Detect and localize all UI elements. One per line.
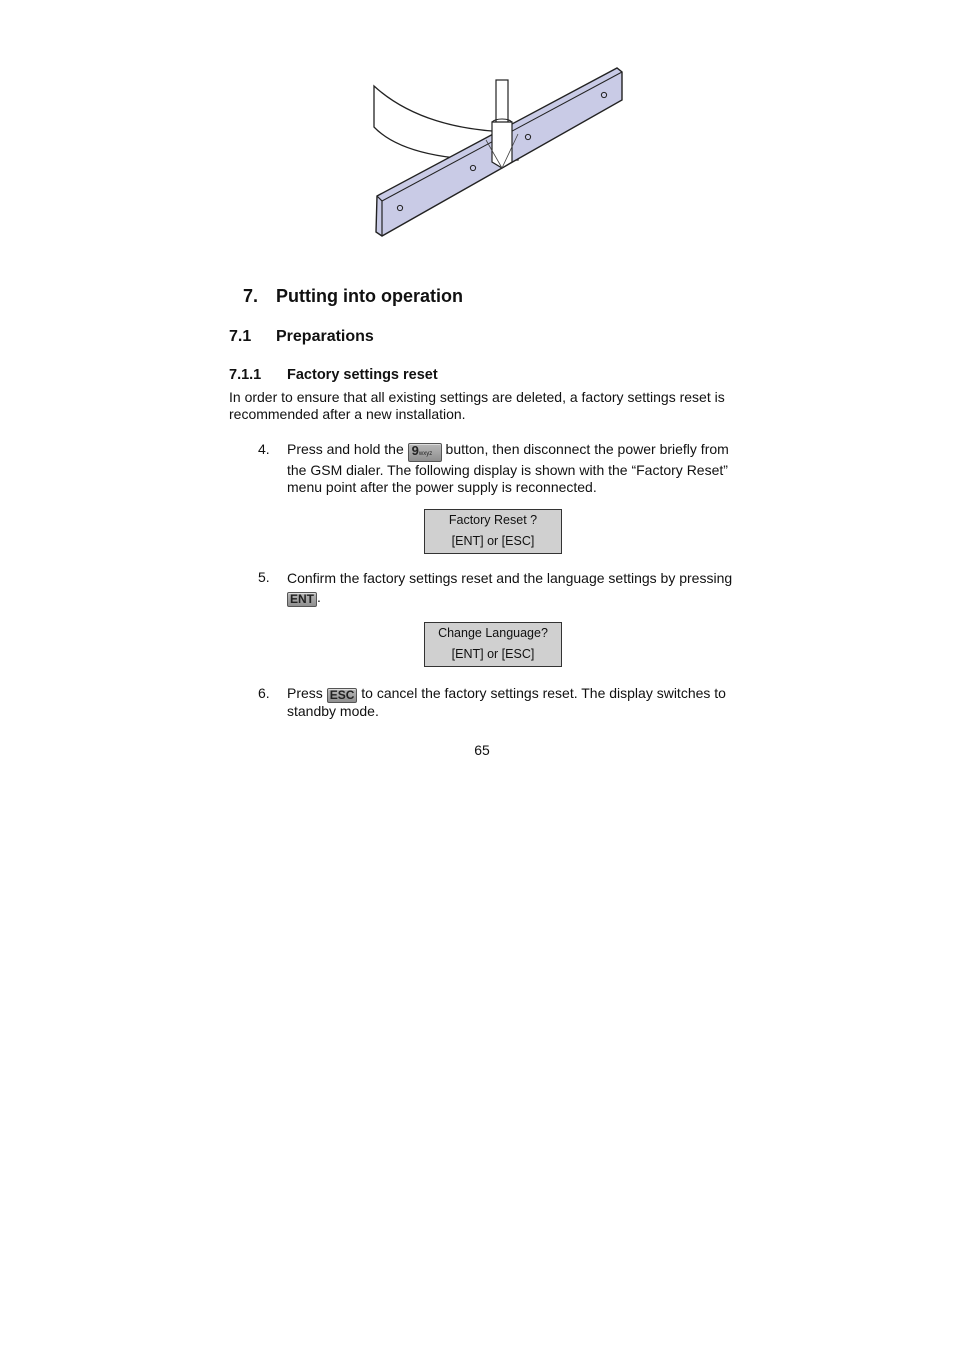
subsection-title: Preparations: [276, 328, 374, 345]
section-heading: [243, 286, 463, 307]
subsubsection-number: 7.1.1: [229, 367, 262, 383]
key-ent-icon: ENT: [287, 592, 317, 607]
step-text-after: to cancel the factory settings reset. The display switches to standby mode.: [287, 685, 726, 719]
lcd-line-2: [ENT] or [ESC]: [451, 647, 535, 661]
key-sublabel: wxyz: [418, 451, 433, 457]
subsection-heading: [229, 328, 374, 346]
step-text-after: .: [317, 589, 321, 605]
step-text: [287, 441, 737, 496]
key-label: 9: [411, 443, 419, 458]
section-number: 7.: [243, 286, 259, 306]
subsubsection-title: Factory settings reset: [287, 367, 438, 383]
page-number: 65: [474, 742, 490, 758]
step-number: 5.: [258, 569, 270, 585]
key-9-icon: [408, 443, 442, 462]
lcd-line-1: Change Language?: [438, 626, 548, 640]
step-text-before: Confirm the factory settings reset and the language settings by pressing: [287, 570, 733, 586]
lcd-line-1: Factory Reset ?: [448, 513, 538, 527]
step-number: 6.: [258, 685, 270, 701]
step-text-before: Press and hold the: [287, 441, 404, 457]
lcd-display: [424, 622, 562, 667]
step-text: [287, 685, 737, 720]
lcd-line-2: [ENT] or [ESC]: [451, 534, 535, 548]
section-title: Putting into operation: [276, 286, 463, 306]
subsubsection-heading: [229, 367, 438, 383]
subsection-number: 7.1: [229, 328, 252, 345]
step-text-after: button, then disconnect the power briefly from the GSM dialer. The following display is shown with the “Factory Reset” menu point after the power supply is reconnected.: [287, 441, 729, 495]
intro-paragraph: In order to ensure that all existing settings are deleted, a factory settings reset is recommended after a new installation.: [229, 389, 725, 422]
key-esc-icon: ESC: [327, 688, 358, 703]
lcd-display: [424, 509, 562, 554]
step-number: 4.: [258, 441, 270, 457]
step-text: [287, 569, 737, 607]
mounting-bracket-illustration: [368, 62, 630, 242]
step-text-before: Press: [287, 685, 323, 701]
